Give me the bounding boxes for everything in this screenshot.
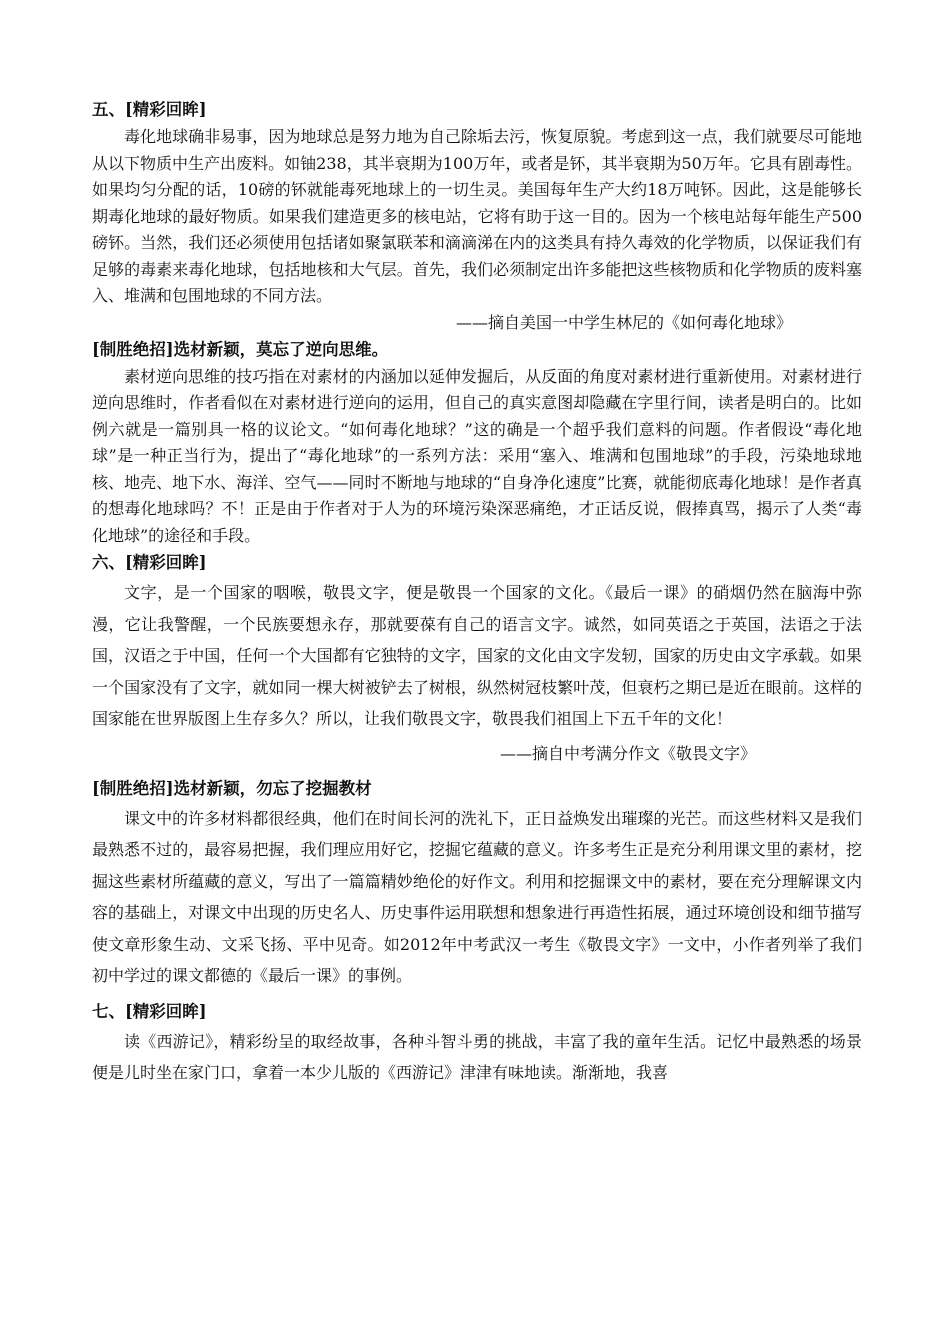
tip-heading-textbook: [制胜绝招]选材新颖，勿忘了挖掘教材 [92, 778, 372, 798]
source-citation-6: ——摘自中考满分作文《敬畏文字》 [500, 743, 757, 763]
section-heading-7: 七、[精彩回眸] [92, 1001, 207, 1021]
section-paragraph-7: 读《西游记》，精彩纷呈的取经故事，各种斗智斗勇的挑战，丰富了我的童年生活。记忆中最熟悉的场景便是儿时坐在家门口，拿着一本少儿版的《西游记》津津有味地读。渐渐地，我喜 [92, 1031, 862, 1082]
document-page [92, 96, 862, 1089]
section-heading-5: 五、[精彩回眸] [92, 100, 207, 119]
section-heading-6: 六、[精彩回眸] [92, 553, 207, 572]
tip-paragraph-reverse-thinking: 素材逆向思维的技巧指在对素材的内涵加以延伸发掘后，从反面的角度对素材进行重新使用。对素材进行逆向思维时，作者看似在对素材进行逆向的运用，但自己的真实意图却隐藏在字里行间，读者是明白的。比如例六就是一篇别具一格的议论文。“如何毒化地球？”这的确是一个超乎我们意料的问题。作者假设“毒化地球”是一种正当行为，提出了“毒化地球”的一系列方法：采用“塞入、堆满和包围地球”的手段，污染地球地核、地壳、地下水、海洋、空气——同时不断地与地球的“自身净化速度”比赛，就能彻底毒化地球！是作者真的想毒化地球吗？不！正是由于作者对于人为的环境污染深恶痛绝，才正话反说，假捧真骂，揭示了人类“毒化地球”的途径和手段。 [92, 366, 862, 545]
source-citation-5: ——摘自美国一中学生林尼的《如何毒化地球》 [456, 312, 793, 332]
section-paragraph-5: 毒化地球确非易事，因为地球总是努力地为自己除垢去污，恢复原貌。考虑到这一点，我们就要尽可能地从以下物质中生产出废料。如铀238，其半衰期为100万年，或者是钚，其半衰期为50万年。它具有剧毒性。如果均匀分配的话，10磅的钚就能毒死地球上的一切生灵。美国每年生产大约18万吨钚。因此，这是能够长期毒化地球的最好物质。如果我们建造更多的核电站，它将有助于这一目的。因为一个核电站每年能生产500磅钚。当然，我们还必须使用包括诸如聚氯联苯和滴滴涕在内的这类具有持久毒效的化学物质，以保证我们有足够的毒素来毒化地球，包括地核和大气层。首先，我们必须制定出许多能把这些核物质和化学物质的废料塞入、堆满和包围地球的不同方法。 [92, 127, 862, 305]
tip-heading-reverse-thinking: [制胜绝招]选材新颖，莫忘了逆向思维。 [92, 339, 389, 359]
tip-paragraph-textbook: 课文中的许多材料都很经典，他们在时间长河的洗礼下，正日益焕发出璀璨的光芒。而这些材料又是我们最熟悉不过的，最容易把握，我们理应用好它，挖掘它蕴藏的意义。许多考生正是充分利用课文里的素材，挖掘这些素材所蕴藏的意义，写出了一篇篇精妙绝伦的好作文。利用和挖掘课文中的素材，要在充分理解课文内容的基础上，对课文中出现的历史名人、历史事件运用联想和想象进行再造性拓展，通过环境创设和细节描写使文章形象生动、文采飞扬、平中见奇。如2012年中考武汉一考生《敬畏文字》一文中，小作者列举了我们初中学过的课文都德的《最后一课》的事例。 [92, 808, 862, 985]
section-paragraph-6: 文字，是一个国家的咽喉，敬畏文字，便是敬畏一个国家的文化。《最后一课》的硝烟仍然在脑海中弥漫，它让我警醒，一个民族要想永存，那就要葆有自己的语言文字。诚然，如同英语之于英国，法语之于法国，汉语之于中国，任何一个大国都有它独特的文字，国家的文化由文字发轫，国家的历史由文字承载。如果一个国家没有了文字，就如同一棵大树被铲去了树根，纵然树冠枝繁叶茂，但衰朽之期已是近在眼前。这样的国家能在世界版图上生存多久？所以，让我们敬畏文字，敬畏我们祖国上下五千年的文化！ [92, 583, 862, 728]
